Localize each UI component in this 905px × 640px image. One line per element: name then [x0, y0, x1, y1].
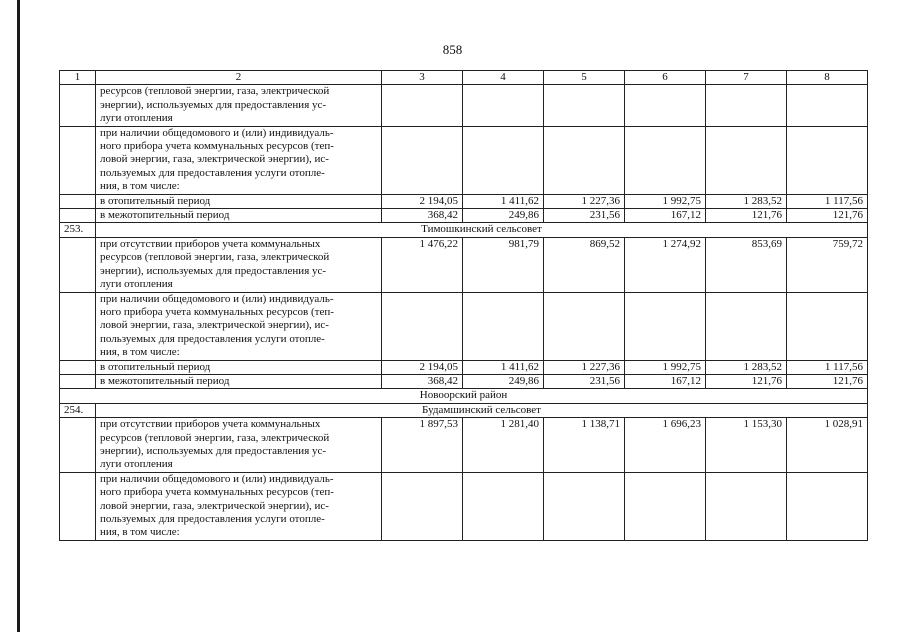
table-row: [60, 389, 868, 403]
description-line: пользуемых для предоставления услуги отопле-: [100, 513, 325, 525]
table-row: [60, 209, 868, 223]
table-row: [60, 292, 868, 360]
value-cell: 1 411,62: [463, 194, 544, 208]
value-cell: [544, 292, 625, 360]
description-line: ния, в том числе:: [100, 180, 180, 193]
value-cell: [382, 85, 463, 126]
value-cell: [544, 126, 625, 194]
column-header: 7: [706, 71, 787, 85]
value-cell: 231,56: [544, 209, 625, 223]
value-cell: [625, 292, 706, 360]
value-cell: [463, 292, 544, 360]
column-header: 5: [544, 71, 625, 85]
value-cell: [787, 472, 868, 540]
row-description: [96, 292, 382, 360]
row-number-cell: [60, 360, 96, 374]
column-header: 2: [96, 71, 382, 85]
page-number: 858: [442, 42, 463, 57]
column-header: 4: [463, 71, 544, 85]
column-header: 1: [60, 71, 96, 85]
description-line: при наличии общедомового и (или) индивидуаль-: [100, 472, 334, 485]
section-title: Тимошкинский сельсовет: [96, 223, 868, 237]
row-description: [96, 418, 382, 473]
value-cell: 2 194,05: [382, 360, 463, 374]
value-cell: [544, 85, 625, 126]
row-number-cell: [60, 126, 96, 194]
description-line: при отсутствии приборов учета коммунальных: [100, 237, 321, 250]
value-cell: 981,79: [463, 237, 544, 292]
description-line: ресурсов (тепловой энергии, газа, электрической: [100, 85, 330, 98]
row-description: [96, 126, 382, 194]
value-cell: 1 897,53: [382, 418, 463, 473]
value-cell: [706, 126, 787, 194]
description-line: при отсутствии приборов учета коммунальных: [100, 418, 321, 431]
value-cell: 167,12: [625, 374, 706, 388]
description-line: ного прибора учета коммунальных ресурсов (теп-: [100, 140, 334, 153]
row-description: в межотопительный период: [96, 209, 382, 223]
section-title: Будамшинский сельсовет: [96, 403, 868, 417]
value-cell: [787, 85, 868, 126]
value-cell: 1 117,56: [787, 194, 868, 208]
value-cell: [625, 85, 706, 126]
row-description: в межотопительный период: [96, 374, 382, 388]
value-cell: [787, 126, 868, 194]
value-cell: 121,76: [706, 374, 787, 388]
value-cell: 1 227,36: [544, 360, 625, 374]
description-line: луги отопления: [100, 112, 173, 125]
description-line: луги отопления: [100, 458, 173, 471]
row-number-cell: [60, 418, 96, 473]
value-cell: 1 028,91: [787, 418, 868, 473]
value-cell: 1 153,30: [706, 418, 787, 473]
value-cell: [706, 85, 787, 126]
row-description: в отопительный период: [96, 360, 382, 374]
value-cell: [625, 126, 706, 194]
value-cell: 1 411,62: [463, 360, 544, 374]
description-line: ного прибора учета коммунальных ресурсов (теп-: [100, 486, 334, 499]
value-cell: 1 281,40: [463, 418, 544, 473]
value-cell: [463, 85, 544, 126]
value-cell: [463, 126, 544, 194]
row-number-cell: [60, 472, 96, 540]
value-cell: 2 194,05: [382, 194, 463, 208]
row-number-cell: [60, 85, 96, 126]
description-line: пользуемых для предоставления услуги отопле-: [100, 166, 325, 179]
value-cell: 121,76: [787, 209, 868, 223]
row-number-cell: [60, 209, 96, 223]
value-cell: 121,76: [706, 209, 787, 223]
binding-margin-line: [17, 0, 20, 632]
column-header: 8: [787, 71, 868, 85]
row-number-cell: [60, 194, 96, 208]
row-description: [96, 472, 382, 540]
description-line: ресурсов (тепловой энергии, газа, электрической: [100, 251, 330, 264]
description-line: ного прибора учета коммунальных ресурсов (теп-: [100, 305, 334, 318]
value-cell: 121,76: [787, 374, 868, 388]
table-row: [60, 472, 868, 540]
row-number-cell: [60, 374, 96, 388]
value-cell: [382, 126, 463, 194]
value-cell: 1 992,75: [625, 194, 706, 208]
table-row: [60, 223, 868, 237]
description-line: ния, в том числе:: [100, 526, 180, 539]
description-line: ловой энергии, газа, электрической энергии), ис-: [100, 319, 329, 332]
table-row: [60, 403, 868, 417]
column-header: 3: [382, 71, 463, 85]
table-row: [60, 374, 868, 388]
value-cell: [544, 472, 625, 540]
value-cell: 368,42: [382, 374, 463, 388]
table-row: [60, 85, 868, 126]
value-cell: 1 227,36: [544, 194, 625, 208]
value-cell: 759,72: [787, 237, 868, 292]
value-cell: 1 476,22: [382, 237, 463, 292]
value-cell: [706, 472, 787, 540]
description-line: при наличии общедомового и (или) индивидуаль-: [100, 126, 334, 139]
value-cell: 167,12: [625, 209, 706, 223]
row-description: в отопительный период: [96, 194, 382, 208]
description-line: луги отопления: [100, 278, 173, 291]
value-cell: 853,69: [706, 237, 787, 292]
header-row: [60, 71, 868, 85]
table-row: [60, 360, 868, 374]
value-cell: 1 138,71: [544, 418, 625, 473]
value-cell: 1 696,23: [625, 418, 706, 473]
value-cell: 249,86: [463, 374, 544, 388]
value-cell: [625, 472, 706, 540]
description-line: энергии), используемых для предоставления ус-: [100, 444, 327, 457]
table-row: [60, 237, 868, 292]
description-line: ния, в том числе:: [100, 346, 180, 359]
row-description: [96, 237, 382, 292]
description-line: энергии), используемых для предоставления ус-: [100, 264, 327, 277]
value-cell: [463, 472, 544, 540]
tariff-table: [59, 70, 868, 541]
value-cell: 1 283,52: [706, 194, 787, 208]
value-cell: 1 283,52: [706, 360, 787, 374]
value-cell: 1 117,56: [787, 360, 868, 374]
value-cell: 249,86: [463, 209, 544, 223]
description-line: ловой энергии, газа, электрической энергии), ис-: [100, 499, 329, 512]
description-line: ресурсов (тепловой энергии, газа, электрической: [100, 431, 330, 444]
column-header: 6: [625, 71, 706, 85]
value-cell: [382, 292, 463, 360]
value-cell: [706, 292, 787, 360]
row-number-cell: [60, 237, 96, 292]
description-line: при наличии общедомового и (или) индивидуаль-: [100, 292, 334, 305]
value-cell: 368,42: [382, 209, 463, 223]
section-number: 254.: [60, 403, 96, 417]
row-description: [96, 85, 382, 126]
description-line: пользуемых для предоставления услуги отопле-: [100, 332, 325, 345]
value-cell: 1 992,75: [625, 360, 706, 374]
district-title: Новоорский район: [60, 389, 868, 403]
value-cell: 231,56: [544, 374, 625, 388]
section-number: 253.: [60, 223, 96, 237]
value-cell: [382, 472, 463, 540]
value-cell: 869,52: [544, 237, 625, 292]
description-line: ловой энергии, газа, электрической энергии), ис-: [100, 153, 329, 166]
row-number-cell: [60, 292, 96, 360]
description-line: энергии), используемых для предоставления ус-: [100, 98, 327, 111]
value-cell: [787, 292, 868, 360]
table-row: [60, 194, 868, 208]
table-row: [60, 418, 868, 473]
table-row: [60, 126, 868, 194]
value-cell: 1 274,92: [625, 237, 706, 292]
